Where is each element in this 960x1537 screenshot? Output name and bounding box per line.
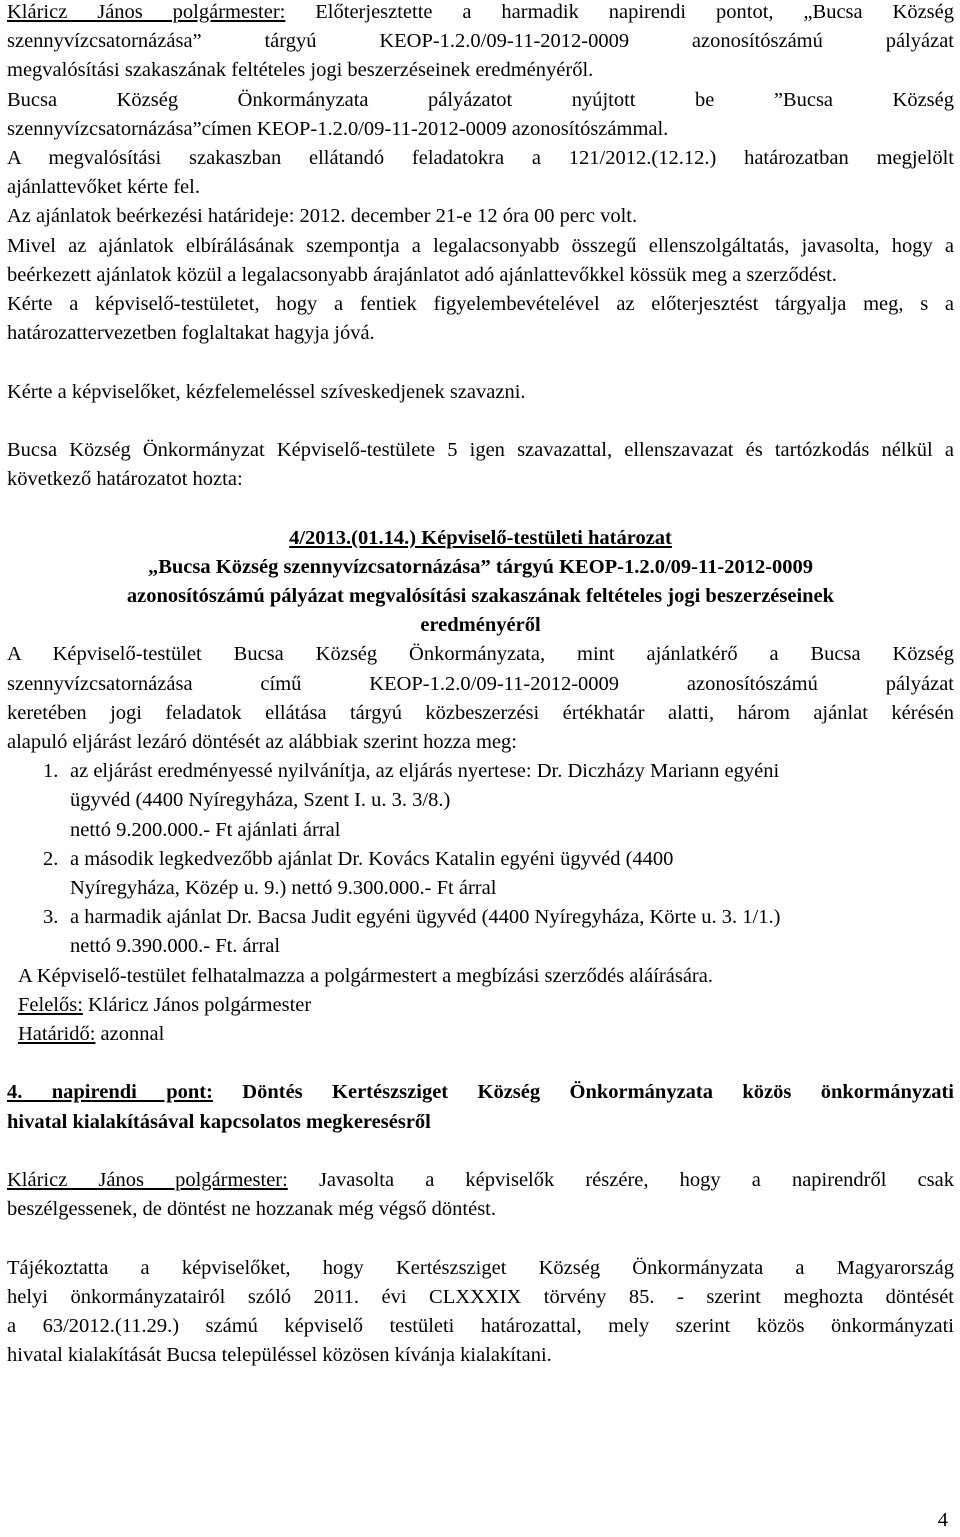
agenda-4-p1-line-2: beszélgessenek, de döntést ne hozzanak még végső döntést. [7,1198,496,1221]
document-page [7,0,954,1370]
resolution-responsible: Felelős: Kláricz János polgármester [18,993,312,1016]
intro-line-2: szennyvízcsatornázása” tárgyú KEOP-1.2.0/09-11-2012-0009 azonosítószámú pályázat [7,30,954,53]
intro-line-5: szennyvízcsatornázása”címen KEOP-1.2.0/09-11-2012-0009 azonosítószámmal. [7,117,669,140]
speaker-name: Kláricz János polgármester: [7,1169,288,1192]
agenda-4-p1-line-1: Kláricz János polgármester: Javasolta a képviselők részére, hogy a napirendről csak [7,1169,954,1192]
page-number: 4 [937,1509,948,1531]
agenda-4-p2-line-3: a 63/2012.(11.29.) számú képviselő testületi határozattal, mely szerint közös önkormányzati [7,1315,954,1338]
list-item: 1. az eljárást eredményessé nyilvánítja, az eljárás nyertese: Dr. Diczházy Mariann egyéni ügyvéd (4400 Nyíregyháza, Szent I. u. 3. 3/8.) nettó 9.200.000.- Ft ajánlati árral [7,757,954,845]
intro-line-7: ajánlattevőket kérte fel. [7,176,200,199]
agenda-4-p2-line-1: Tájékoztatta a képviselőket, hogy Kertészsziget Község Önkormányzata a Magyarország [7,1256,954,1279]
resolution-authorization: A Képviselő-testület felhatalmazza a polgármestert a megbízási szerződés aláírására. [18,964,713,987]
agenda-4-heading-line-1: 4. napirendi pont: Döntés Kertészsziget Község Önkormányzata közös önkormányzati [7,1081,954,1104]
resolution-body-line-3: keretében jogi feladatok ellátása tárgyú közbeszerzési értékhatár alatti, három ajánlat kérésén [7,701,954,724]
list-item: 2. a második legkedvezőbb ajánlat Dr. Kovács Katalin egyéni ügyvéd (4400 Nyíregyháza, Közép u. 9.) nettó 9.300.000.- Ft árral [7,845,954,903]
resolution-body-line-1: A Képviselő-testület Bucsa Község Önkormányzata, mint ajánlatkérő a Bucsa Község [7,643,954,666]
agenda-4-heading-line-2: hivatal kialakításával kapcsolatos megkeresésről [7,1110,431,1133]
list-item-number: 2. [43,847,59,870]
intro-line-1: Kláricz János polgármester: Előterjesztette a harmadik napirendi pontot, „Bucsa Község [7,1,955,23]
vote-request: Kérte a képviselőket, kézfelemeléssel szíveskedjenek szavazni. [7,380,526,403]
agenda-4-p2-line-4: hivatal kialakítását Bucsa településsel közösen kívánja kialakítani. [7,1344,552,1367]
agenda-4-p2-line-2: helyi önkormányzatairól szóló 2011. évi CLXXXIX törvény 85. - szerint meghozta döntését [7,1285,954,1308]
list-item-number: 3. [43,906,59,929]
list-item: 3. a harmadik ajánlat Dr. Bacsa Judit egyéni ügyvéd (4400 Nyíregyháza, Körte u. 3. 1/1.) nettó 9.390.000.- Ft. árral [7,903,954,961]
vote-result: Bucsa Község Önkormányzat Képviselő-testülete 5 igen szavazattal, ellenszavazat és tartózkodás nélkül a következő határozatot hozta: [7,439,954,491]
resolution-deadline: Határidő: azonnal [18,1023,165,1046]
resolution-body-line-2: szennyvízcsatornázása című KEOP-1.2.0/09-11-2012-0009 azonosítószámú pályázat [7,672,954,695]
list-item-number: 1. [43,760,59,783]
resolution-title-line-2: azonosítószámú pályázat megvalósítási szakaszának feltételes jogi beszerzéseinek [126,585,835,608]
intro-line-6: A megvalósítási szakaszban ellátandó feladatokra a 121/2012.(12.12.) határozatban megjelölt [7,147,954,170]
intro-paragraph-criteria: Mivel az ajánlatok elbírálásának szempontja a legalacsonyabb összegű ellenszolgáltatás, javasolta, hogy a beérkezett ajánlatok közül a legalacsonyabb árajánlatot adó ajánlattevőkkel kössük meg a szerződést. [7,234,954,286]
intro-paragraph-request: Kérte a képviselő-testületet, hogy a fentiek figyelembevételével az előterjesztést tárgyalja meg, s a határozattervezetben foglaltakat hagyja jóvá. [7,293,954,345]
resolution-list [7,757,954,961]
resolution-number: 4/2013.(01.14.) Képviselő-testületi határozat [289,526,672,549]
resolution-title-line-3: eredményéről [420,614,541,637]
intro-line-3: megvalósítási szakaszának feltételes jogi beszerzéseinek eredményéről. [7,59,594,82]
intro-line-4: Bucsa Község Önkormányzata pályázatot nyújtott be ”Bucsa Község [7,88,954,111]
resolution-title-line-1: „Bucsa Község szennyvízcsatornázása” tárgyú KEOP-1.2.0/09-11-2012-0009 [147,555,814,578]
resolution-body-line-4: alapuló eljárást lezáró döntését az alábbiak szerint hozza meg: [7,731,517,754]
intro-line-8: Az ajánlatok beérkezési határideje: 2012. december 21-e 12 óra 00 perc volt. [7,205,638,228]
speaker-name: Kláricz János polgármester: [7,1,286,23]
